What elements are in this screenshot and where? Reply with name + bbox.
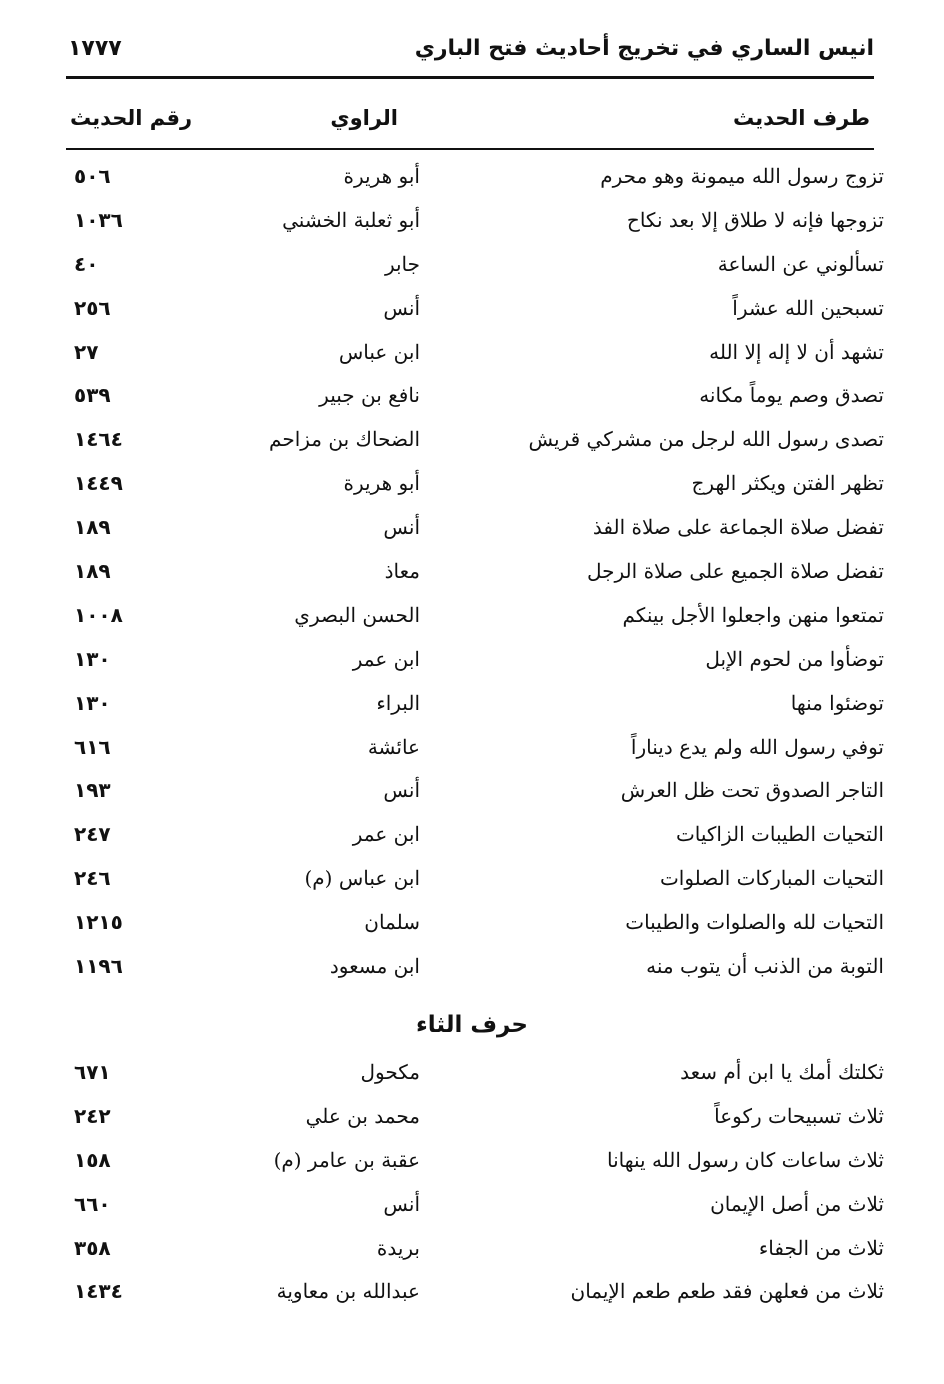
hadith-incipit: تفضل صلاة الجميع على صلاة الرجل — [587, 559, 884, 584]
hadith-incipit: تزوج رسول الله ميمونة وهو محرم — [600, 164, 884, 188]
narrator: أنس — [383, 1191, 420, 1216]
column-header-hadith: طرف الحديث — [732, 106, 870, 130]
hadith-incipit: ثلاث من فعلهن فقد طعم طعم الإيمان — [570, 1279, 884, 1304]
index-entry — [66, 816, 888, 860]
hadith-number: ١٣٠ — [74, 646, 111, 671]
index-entry — [66, 1230, 888, 1274]
index-entry — [66, 860, 888, 904]
hadith-incipit: ثلاث من الجفاء — [758, 1235, 884, 1260]
hadith-incipit: تزوجها فإنه لا طلاق إلا بعد نكاح — [626, 207, 884, 232]
narrator: البراء — [376, 690, 420, 715]
hadith-incipit: ثلاث من أصل الإيمان — [710, 1191, 884, 1216]
index-list-tha — [66, 1054, 888, 1317]
hadith-incipit: تشهد أن لا إله إلا الله — [709, 339, 884, 364]
narrator: محمد بن علي — [305, 1103, 420, 1128]
index-entry — [66, 202, 888, 246]
hadith-number: ٤٠ — [74, 251, 99, 276]
hadith-number: ٢٤٢ — [74, 1103, 111, 1128]
book-title: انيس الساري في تخريج أحاديث فتح الباري — [414, 36, 874, 61]
narrator: ابن مسعود — [329, 954, 420, 979]
hadith-number: ١٠٣٦ — [74, 207, 123, 232]
column-headers — [66, 100, 874, 150]
index-entry — [66, 1186, 888, 1230]
hadith-incipit: تسألوني عن الساعة — [717, 251, 884, 276]
narrator: مكحول — [360, 1060, 420, 1084]
index-entry — [66, 246, 888, 290]
narrator: عائشة — [367, 734, 420, 759]
narrator: الحسن البصري — [294, 602, 420, 627]
hadith-number: ١١٩٦ — [74, 954, 123, 979]
narrator: ابن عباس — [338, 339, 420, 364]
hadith-incipit: التحيات المباركات الصلوات — [659, 866, 884, 891]
page-number: ١٧٧٧ — [68, 36, 122, 61]
narrator: أنس — [383, 295, 420, 320]
hadith-number: ٢٤٦ — [74, 866, 111, 891]
index-entry — [66, 465, 888, 509]
narrator: أبو هريرة — [343, 471, 420, 496]
hadith-number: ١٣٠ — [74, 690, 111, 715]
hadith-incipit: ثلاث ساعات كان رسول الله ينهانا — [607, 1147, 884, 1172]
narrator: أنس — [383, 515, 420, 540]
index-entry — [66, 377, 888, 421]
hadith-incipit: توفي رسول الله ولم يدع ديناراً — [630, 734, 884, 759]
column-header-narrator: الراوي — [330, 106, 398, 130]
hadith-incipit: تفضل صلاة الجماعة على صلاة الفذ — [592, 515, 884, 540]
index-entry — [66, 685, 888, 729]
hadith-incipit: ثكلتك أمك يا ابن أم سعد — [680, 1060, 884, 1084]
index-entry — [66, 158, 888, 202]
hadith-number: ٦٧١ — [74, 1060, 111, 1084]
hadith-incipit: توضأوا من لحوم الإبل — [705, 646, 884, 671]
index-entry — [66, 1098, 888, 1142]
hadith-incipit: تصدى رسول الله لرجل من مشركي قريش — [528, 427, 884, 452]
narrator: جابر — [384, 251, 420, 276]
index-entry — [66, 1273, 888, 1317]
narrator: ابن عمر — [352, 646, 420, 671]
index-entry — [66, 772, 888, 816]
narrator: الضحاك بن مزاحم — [269, 427, 420, 452]
hadith-number: ٢٤٧ — [74, 822, 111, 847]
narrator: سلمان — [364, 910, 420, 935]
index-list-main — [66, 158, 888, 992]
hadith-number: ٦١٦ — [74, 734, 111, 759]
hadith-number: ١٠٠٨ — [74, 602, 123, 627]
hadith-incipit: التاجر الصدوق تحت ظل العرش — [620, 778, 884, 803]
hadith-number: ١٨٩ — [74, 559, 111, 584]
hadith-incipit: التحيات الطيبات الزاكيات — [675, 822, 884, 847]
hadith-number: ١٩٣ — [74, 778, 111, 803]
narrator: أبو هريرة — [343, 164, 420, 188]
index-entry — [66, 553, 888, 597]
hadith-number: ٥٠٦ — [74, 164, 111, 188]
index-entry — [66, 509, 888, 553]
running-header — [66, 32, 874, 79]
narrator: أبو ثعلبة الخشني — [282, 207, 420, 232]
hadith-number: ٣٥٨ — [74, 1235, 111, 1260]
index-entry — [66, 290, 888, 334]
hadith-number: ١٤٦٤ — [74, 427, 123, 452]
narrator: ابن عباس (م) — [304, 866, 420, 891]
hadith-number: ٦٦٠ — [74, 1191, 111, 1216]
hadith-incipit: التوبة من الذنب أن يتوب منه — [646, 954, 884, 979]
narrator: عبدالله بن معاوية — [276, 1279, 420, 1304]
index-entry — [66, 597, 888, 641]
hadith-number: ١٤٣٤ — [74, 1279, 123, 1304]
index-entry — [66, 729, 888, 773]
hadith-number: ٢٥٦ — [74, 295, 111, 320]
narrator: معاذ — [384, 559, 420, 584]
narrator: ابن عمر — [352, 822, 420, 847]
narrator: بريدة — [376, 1235, 420, 1260]
hadith-incipit: ثلاث تسبيحات ركوعاً — [714, 1103, 884, 1128]
narrator: عقبة بن عامر (م) — [273, 1147, 420, 1172]
hadith-incipit: توضئوا منها — [790, 690, 884, 715]
section-heading: حرف الثاء — [416, 1012, 528, 1038]
hadith-number: ١٤٤٩ — [74, 471, 123, 496]
index-entry — [66, 948, 888, 992]
hadith-number: ١٢١٥ — [74, 910, 123, 935]
hadith-incipit: تظهر الفتن ويكثر الهرج — [691, 471, 884, 496]
hadith-incipit: التحيات لله والصلوات والطيبات — [625, 910, 884, 935]
hadith-incipit: تسبحين الله عشراً — [732, 295, 884, 320]
index-entry — [66, 421, 888, 465]
column-header-number: رقم الحديث — [70, 106, 193, 130]
hadith-number: ١٨٩ — [74, 515, 111, 540]
index-entry — [66, 1142, 888, 1186]
narrator: أنس — [383, 778, 420, 803]
hadith-number: ٥٣٩ — [74, 383, 111, 408]
index-entry — [66, 334, 888, 378]
index-entry — [66, 641, 888, 685]
hadith-incipit: تصدق وصم يوماً مكانه — [699, 383, 884, 408]
hadith-number: ٢٧ — [74, 339, 99, 364]
index-entry — [66, 904, 888, 948]
hadith-number: ١٥٨ — [74, 1147, 111, 1172]
hadith-incipit: تمتعوا منهن واجعلوا الأجل بينكم — [622, 602, 884, 627]
narrator: نافع بن جبير — [319, 383, 420, 408]
index-entry — [66, 1054, 888, 1098]
